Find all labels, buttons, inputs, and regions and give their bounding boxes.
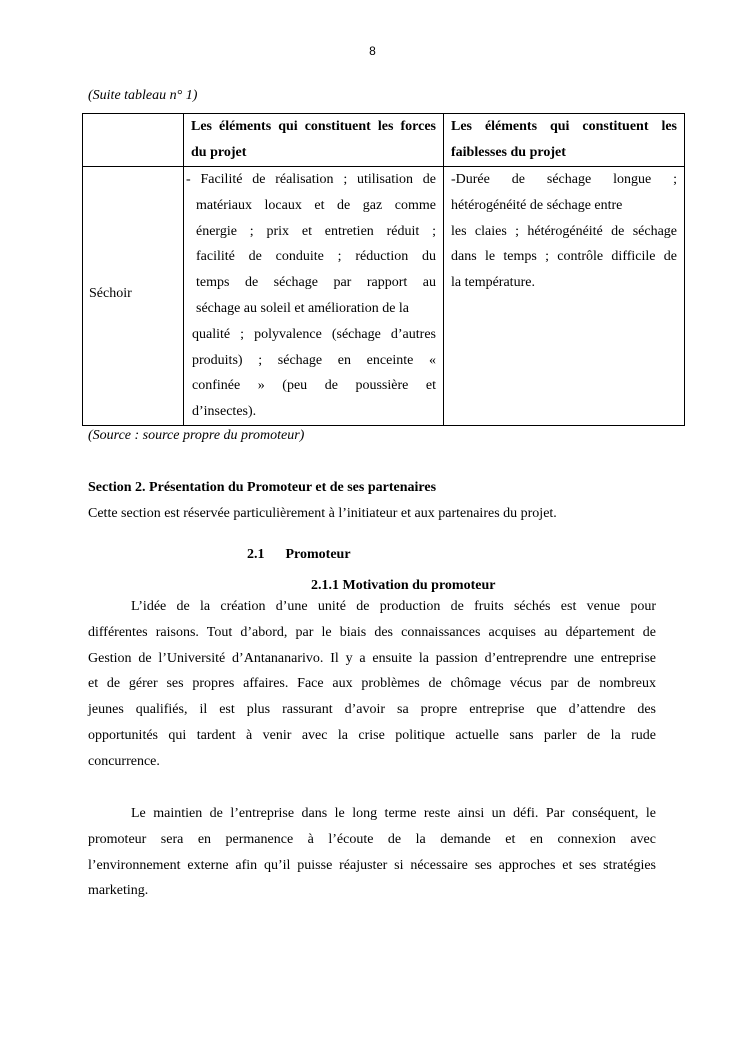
table-header-empty (83, 114, 184, 167)
paragraph-line: Le maintien de l’entreprise dans le long terme reste ainsi un défi. Par conséquent, le (131, 806, 656, 821)
faiblesses-line: -Durée de séchage longue ; (451, 172, 677, 187)
subsection-title: Promoteur (285, 547, 351, 562)
paragraph-line: promoteur sera en permanence à l’écoute de la demande et en connexion avec (88, 831, 656, 847)
paragraph-line: jeunes qualifiés, il est plus rassurant d’avoir sa propre entreprise que d’attendre des (88, 702, 656, 718)
table-header-forces (184, 114, 444, 167)
subsection-number: 2.1 (247, 547, 265, 562)
faiblesses-line: la température. (451, 275, 535, 291)
table-faiblesses-cell (444, 167, 685, 426)
paragraph-line: l’environnement externe afin qu’il puisse réajuster si nécessaire ses approches et ses stratégies (88, 857, 656, 873)
subsection-heading (247, 547, 351, 563)
subsubsection-title: 2.1.1 Motivation du promoteur (311, 578, 496, 593)
table-forces-cell (184, 167, 444, 426)
table-header-line: Les éléments qui constituent les forces (191, 119, 436, 134)
table-header-faiblesses (444, 114, 685, 167)
section-intro: Cette section est réservée particulièrement à l’initiateur et aux partenaires du projet. (88, 506, 557, 521)
table-header-row (83, 114, 685, 167)
table-caption: (Suite tableau n° 1) (88, 88, 198, 103)
table-header-line: Les éléments qui constituent les (451, 119, 677, 134)
paragraph-line: différentes raisons. Tout d’abord, par le biais des connaissances acquises au département de (88, 624, 656, 640)
forces-line: qualité ; polyvalence (séchage d’autres (192, 326, 436, 342)
strengths-weaknesses-table (82, 113, 685, 426)
source-note: (Source : source propre du promoteur) (88, 428, 305, 443)
forces-line: d’insectes). (192, 404, 257, 420)
forces-line: confinée » (peu de poussière et (192, 378, 436, 394)
faiblesses-line: hétérogénéité de séchage entre (451, 197, 623, 213)
faiblesses-line: les claies ; hétérogénéité de séchage (451, 223, 677, 239)
section-title: Section 2. Présentation du Promoteur et de ses partenaires (88, 480, 437, 495)
forces-line: séchage au soleil et amélioration de la (196, 300, 410, 316)
table-row-label-cell (83, 167, 184, 426)
paragraph-line: L’idée de la création d’une unité de production de fruits séchés est venue pour (131, 599, 656, 614)
page-number: 8 (369, 44, 376, 58)
paragraph-line: concurrence. (88, 753, 160, 769)
paragraph-line: et de gérer ses propres affaires. Face aux problèmes de chômage vécus par de nombreux (88, 676, 656, 692)
table-row (83, 167, 685, 426)
forces-line: énergie ; prix et entretien réduit ; (196, 223, 436, 239)
forces-line: matériaux locaux et de gaz comme (196, 197, 436, 213)
paragraph-line: opportunités qui tardent à venir avec la crise politique actuelle sans parler de la rude (88, 727, 656, 743)
table-row-label: Séchoir (89, 285, 132, 301)
paragraph-line: marketing. (88, 883, 149, 899)
table-header-line: faiblesses du projet (451, 144, 566, 160)
paragraph-line: Gestion de l’Université d’Antananarivo. Il y a ensuite la passion d’entreprendre une entreprise (88, 650, 656, 666)
forces-line: facilité de conduite ; réduction du (196, 249, 436, 265)
forces-line: - Facilité de réalisation ; utilisation de (186, 172, 436, 187)
forces-line: temps de séchage par rapport au (196, 275, 436, 291)
table-header-line: du projet (191, 144, 247, 160)
paragraph-motivation (88, 594, 656, 775)
paragraph-maintien (88, 801, 656, 904)
forces-line: produits) ; séchage en enceinte « (192, 352, 436, 368)
faiblesses-line: dans le temps ; contrôle difficile de (451, 249, 677, 265)
